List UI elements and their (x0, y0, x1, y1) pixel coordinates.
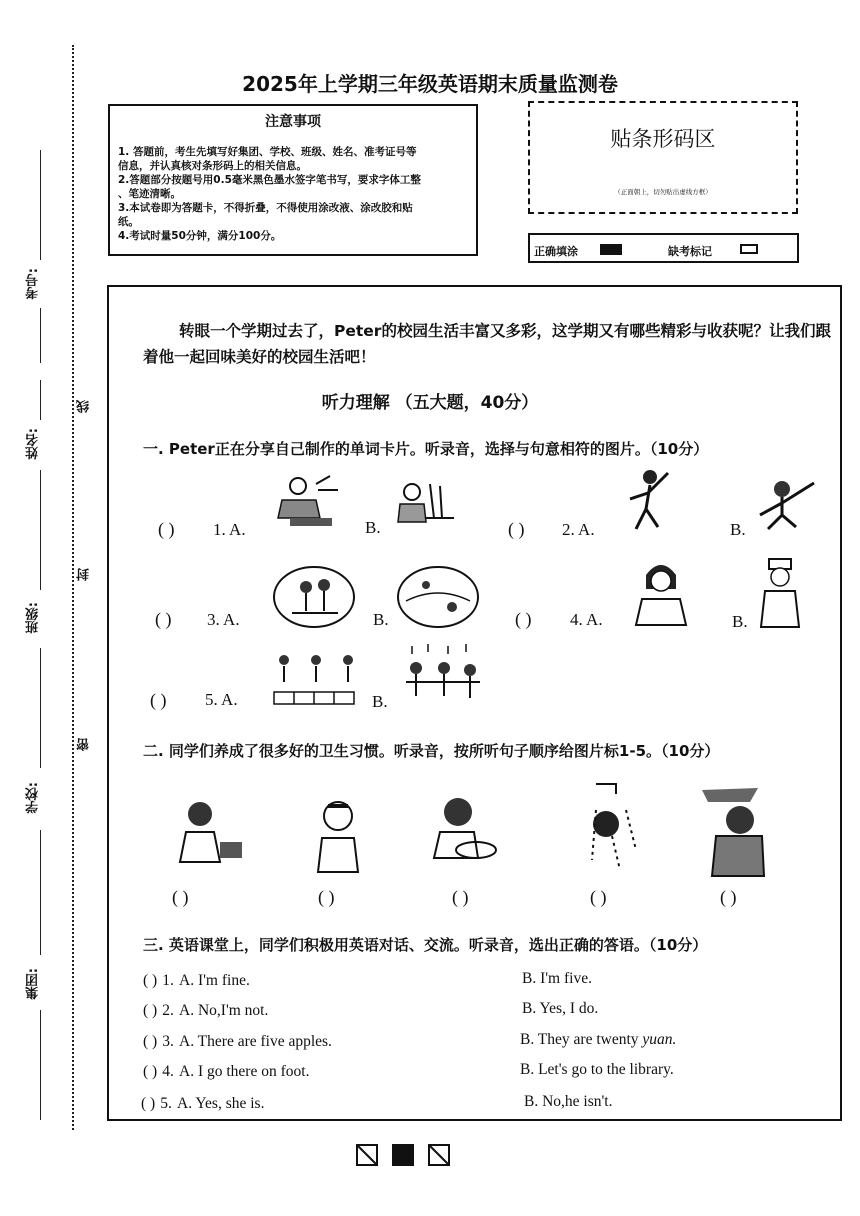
name-line (40, 470, 41, 590)
barcode-area (528, 101, 798, 214)
answer-paren[interactable]: ( ) (150, 690, 167, 710)
habit-picture-wash-hands (170, 792, 252, 874)
option-a: A. There are five apples. (179, 1033, 332, 1050)
q2-option-b-picture (752, 475, 822, 535)
part2-heading: 二. 同学们养成了很多好的卫生习惯。听录音，按所听句子顺序给图片标1-5。（10分） (143, 742, 720, 760)
notice-line: 信息，并认真核对条形码上的相关信息。 (118, 160, 307, 172)
absent-label: 缺考标记 (668, 245, 712, 258)
q4-option-b-picture (755, 557, 805, 629)
option-a: A. Yes, she is. (177, 1095, 265, 1112)
q3-option-a-picture (272, 565, 356, 629)
notice-line: 2.答题部分按题号用0.5毫米黑色墨水签字笔书写，要求字体工整 (118, 174, 421, 186)
answer-paren[interactable]: ( ) (172, 887, 189, 907)
q5-option-b-label: B. (372, 692, 388, 711)
page-marker-center (392, 1144, 414, 1166)
habit-picture-brush-teeth (306, 792, 374, 874)
q5-option-a-picture (268, 652, 360, 706)
option-b: B. Yes, I do. (522, 1000, 599, 1017)
school-label: 学校: (26, 782, 41, 814)
answer-paren[interactable]: ( ) (452, 887, 469, 907)
option-b-text: B. They are twenty (520, 1031, 643, 1048)
q4-option-b-label: B. (732, 612, 748, 631)
seal-char-xian: 线 (77, 400, 92, 413)
q1-option-b-picture (390, 478, 460, 530)
q1-label: 1. A. (213, 520, 246, 539)
option-a: A. I go there on foot. (179, 1063, 310, 1080)
barcode-note: （正面朝上，切勿贴出虚线方框） (614, 188, 712, 196)
barcode-heading: 贴条形码区 (610, 127, 716, 151)
option-a: A. No,I'm not. (179, 1002, 269, 1019)
habit-picture-wash-face (428, 788, 500, 874)
correct-fill-label: 正确填涂 (534, 245, 578, 258)
q3-label: 3. A. (207, 610, 240, 629)
binding-dotted-line (72, 45, 74, 1130)
exam-no-line-2 (40, 308, 41, 363)
q-number: 4. (162, 1063, 174, 1080)
q4-label: 4. A. (570, 610, 603, 629)
school-line (40, 830, 41, 955)
answer-paren[interactable]: ( ) (515, 609, 532, 629)
exam-title: 2025年上学期三年级英语期末质量监测卷 (242, 72, 618, 96)
option-b: B. No,he isn't. (524, 1093, 613, 1110)
page-marker-left (356, 1144, 378, 1166)
answer-paren[interactable]: ( ) (143, 1063, 158, 1080)
option-b: B. Let's go to the library. (520, 1061, 674, 1078)
intro-paragraph: 转眼一个学期过去了，Peter的校园生活丰富又多彩，这学期又有哪些精彩与收获呢？让我们跟着他一起回味美好的校园生活吧！ (143, 322, 831, 366)
seal-char-feng: 封 (77, 568, 92, 581)
notice-line: 1. 答题前，考生先填写好集团、学校、班级、姓名、准考证号等 (118, 146, 417, 158)
q-number: 5. (160, 1095, 172, 1112)
answer-paren[interactable]: ( ) (155, 609, 172, 629)
q1-option-a-picture (268, 470, 343, 532)
q2-option-a-picture (618, 465, 678, 535)
listening-title: 听力理解 （五大题，40分） (321, 393, 539, 413)
q3-option-b-picture (396, 565, 480, 629)
class-label: 班级: (26, 602, 41, 634)
notice-line: 3.本试卷即为答题卡，不得折叠，不得使用涂改液、涂改胶和贴 (118, 202, 413, 214)
seal-char-mi: 密 (77, 738, 92, 751)
q3-option-b-label: B. (373, 610, 389, 629)
answer-paren[interactable]: ( ) (143, 1033, 158, 1050)
part3-heading: 三. 英语课堂上，同学们积极用英语对话、交流。听录音，选出正确的答语。（10分） (143, 936, 708, 954)
group-label: 集团: (26, 968, 41, 1000)
name-label: 姓名: (26, 428, 41, 460)
absent-mark-box[interactable] (740, 244, 758, 254)
notice-heading: 注意事项 (265, 114, 321, 130)
part3-row-5 (141, 1093, 701, 1113)
answer-paren[interactable]: ( ) (720, 887, 737, 907)
correct-fill-mark (600, 244, 622, 255)
q-number: 3. (162, 1033, 174, 1050)
q5-option-b-picture (398, 640, 490, 704)
answer-paren[interactable]: ( ) (318, 887, 335, 907)
q5-label: 5. A. (205, 690, 238, 709)
answer-paren[interactable]: ( ) (143, 1002, 158, 1019)
option-b: B. I'm five. (522, 970, 592, 987)
exam-no-line (40, 150, 41, 260)
answer-paren[interactable]: ( ) (141, 1095, 156, 1112)
part1-heading: 一. Peter正在分享自己制作的单词卡片。听录音，选择与句意相符的图片。（10分） (143, 440, 709, 458)
part3-row-1 (143, 970, 703, 990)
part3-row-2 (143, 1000, 703, 1020)
option-a: A. I'm fine. (179, 972, 250, 989)
notice-line: 4.考试时量50分钟，满分100分。 (118, 230, 282, 242)
q-number: 2. (162, 1002, 174, 1019)
exam-no-label: 考号: (26, 268, 41, 300)
q-number: 1. (162, 972, 174, 989)
option-b-italic: yuan. (642, 1031, 677, 1048)
q4-option-a-picture (628, 555, 694, 629)
class-line (40, 648, 41, 768)
habit-picture-cut-hair (698, 784, 774, 882)
q2-label: 2. A. (562, 520, 595, 539)
fill-legend (528, 233, 799, 263)
answer-paren[interactable]: ( ) (508, 519, 525, 539)
notice-line: 纸。 (118, 216, 139, 228)
answer-paren[interactable]: ( ) (143, 972, 158, 989)
group-line (40, 1010, 41, 1120)
notice-box (108, 104, 478, 256)
q2-option-b-label: B. (730, 520, 746, 539)
page-marker-right (428, 1144, 450, 1166)
notice-list (118, 145, 476, 243)
q1-option-b-label: B. (365, 518, 381, 537)
notice-line: 、笔迹清晰。 (118, 188, 181, 200)
option-b (520, 1031, 676, 1049)
answer-paren[interactable]: ( ) (158, 519, 175, 539)
answer-paren[interactable]: ( ) (590, 887, 607, 907)
habit-picture-take-shower (576, 780, 656, 878)
